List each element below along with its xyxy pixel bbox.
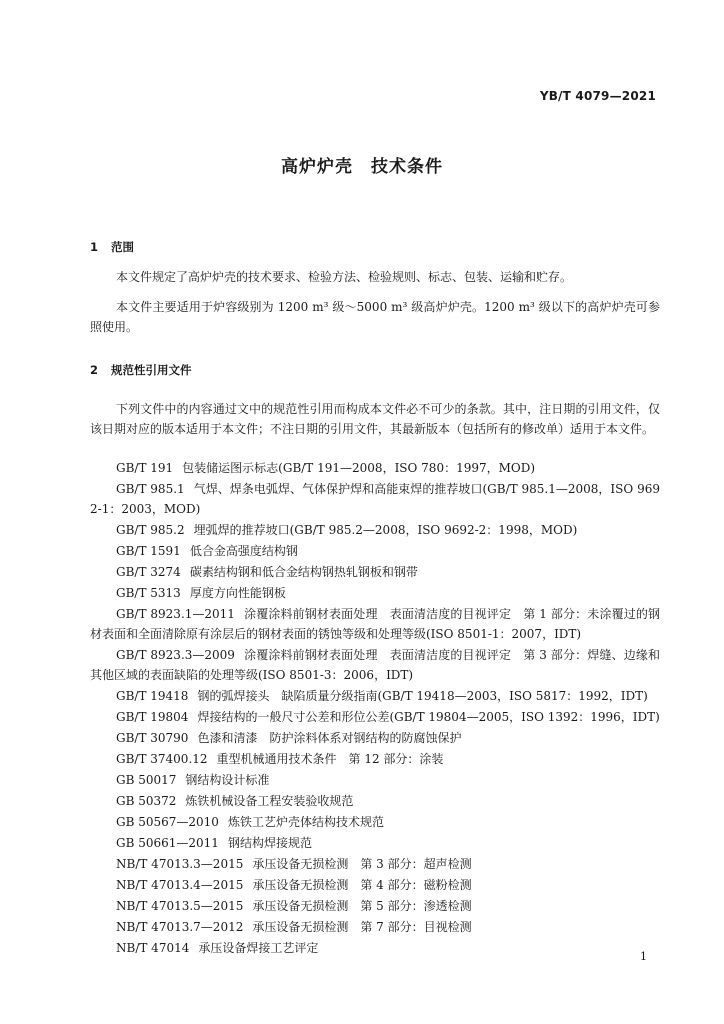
reference-title: 碳素结构钢和低合金结构钢热轧钢板和钢带 <box>189 565 418 579</box>
reference-title: 钢结构焊接规范 <box>227 836 312 850</box>
reference-item <box>90 645 660 685</box>
reference-code: NB/T 47013.5—2015 <box>116 899 244 913</box>
reference-title: 承压设备无损检测 第 4 部分：磁粉检测 <box>252 878 472 892</box>
reference-title: 承压设备无损检测 第 7 部分：目视检测 <box>252 920 472 934</box>
reference-code: GB 50567—2010 <box>116 815 219 829</box>
reference-title: 包装储运图示标志(GB/T 191—2008，ISO 780：1997，MOD) <box>182 461 536 475</box>
reference-code: GB/T 1591 <box>116 544 181 558</box>
reference-title: 涂覆涂料前钢材表面处理 表面清洁度的目视评定 第 3 部分：焊缝、边缘和其他区域的表面缺陷的处理等级(ISO 8501-3：2006，IDT) <box>90 648 660 682</box>
reference-item <box>90 833 660 853</box>
reference-code: GB 50372 <box>116 794 177 808</box>
section-heading-normative-references <box>90 362 192 378</box>
reference-item <box>90 541 660 561</box>
reference-code: GB/T 3274 <box>116 565 181 579</box>
reference-title: 埋弧焊的推荐坡口(GB/T 985.2—2008，ISO 9692-2：1998，MOD) <box>193 523 578 537</box>
page-number: 1 <box>640 950 647 963</box>
reference-item <box>90 791 660 811</box>
reference-title: 炼铁工艺炉壳体结构技术规范 <box>227 815 384 829</box>
standard-code: YB/T 4079—2021 <box>539 89 656 103</box>
reference-list <box>90 458 660 959</box>
section-title: 范围 <box>111 240 134 254</box>
reference-title: 厚度方向性能钢板 <box>189 586 286 600</box>
reference-item <box>90 707 660 727</box>
reference-title: 重型机械通用技术条件 第 12 部分：涂装 <box>216 752 444 766</box>
reference-title: 钢结构设计标准 <box>185 773 270 787</box>
reference-title: 承压设备无损检测 第 3 部分：超声检测 <box>252 857 472 871</box>
section-heading-scope <box>90 239 134 255</box>
reference-title: 承压设备焊接工艺评定 <box>198 941 319 955</box>
reference-item <box>90 479 660 519</box>
reference-item <box>90 896 660 916</box>
reference-item <box>90 875 660 895</box>
reference-code: GB/T 8923.3—2009 <box>116 648 235 662</box>
reference-item <box>90 686 660 706</box>
reference-title: 低合金高强度结构钢 <box>189 544 298 558</box>
reference-title: 焊接结构的一般尺寸公差和形位公差(GB/T 19804—2005，ISO 1392：1996，IDT) <box>197 710 660 724</box>
reference-code: GB/T 8923.1—2011 <box>116 607 235 621</box>
reference-item <box>90 458 660 478</box>
reference-code: GB 50661—2011 <box>116 836 219 850</box>
references-intro-paragraph: 下列文件中的内容通过文中的规范性引用而构成本文件必不可少的条款。其中，注日期的引用文件，仅该日期对应的版本适用于本文件；不注日期的引用文件，其最新版本（包括所有的修改单）适用于本文件。 <box>90 402 660 436</box>
reference-item <box>90 917 660 937</box>
reference-code: NB/T 47014 <box>116 941 190 955</box>
reference-item <box>90 728 660 748</box>
reference-title: 炼铁机械设备工程安装验收规范 <box>185 794 354 808</box>
reference-title: 色漆和清漆 防护涂料体系对钢结构的防腐蚀保护 <box>197 731 462 745</box>
reference-code: GB/T 985.1 <box>116 482 185 496</box>
reference-code: GB/T 191 <box>116 461 174 475</box>
document-title: 高炉炉壳 技术条件 <box>281 157 443 177</box>
reference-code: NB/T 47013.4—2015 <box>116 878 244 892</box>
scope-paragraph: 本文件主要适用于炉容级别为 1200 m³ 级～5000 m³ 级高炉炉壳。1200 m³ 级以下的高炉炉壳可参照使用。 <box>90 300 660 334</box>
reference-item <box>90 520 660 540</box>
reference-item <box>90 562 660 582</box>
reference-code: GB/T 19804 <box>116 710 189 724</box>
reference-code: NB/T 47013.3—2015 <box>116 857 244 871</box>
section-number: 2 <box>90 363 99 377</box>
reference-title: 钢的弧焊接头 缺陷质量分级指南(GB/T 19418—2003，ISO 5817：1992，IDT) <box>197 689 648 703</box>
reference-title: 涂覆涂料前钢材表面处理 表面清洁度的目视评定 第 1 部分：未涂覆过的钢材表面和全面清除原有涂层后的钢材表面的锈蚀等级和处理等级(ISO 8501-1：2007，IDT) <box>90 607 660 641</box>
reference-item <box>90 749 660 769</box>
reference-item <box>90 583 660 603</box>
reference-title: 气焊、焊条电弧焊、气体保护焊和高能束焊的推荐坡口(GB/T 985.1—2008，ISO 9692-1：2003，MOD) <box>90 482 660 516</box>
reference-code: NB/T 47013.7—2012 <box>116 920 244 934</box>
reference-code: GB/T 5313 <box>116 586 181 600</box>
reference-item <box>90 770 660 790</box>
reference-code: GB/T 30790 <box>116 731 189 745</box>
reference-item <box>90 938 660 958</box>
scope-paragraph: 本文件规定了高炉炉壳的技术要求、检验方法、检验规则、标志、包装、运输和贮存。 <box>116 270 573 284</box>
reference-code: GB/T 37400.12 <box>116 752 208 766</box>
reference-item <box>90 604 660 644</box>
reference-code: GB/T 19418 <box>116 689 189 703</box>
reference-code: GB 50017 <box>116 773 177 787</box>
reference-title: 承压设备无损检测 第 5 部分：渗透检测 <box>252 899 472 913</box>
section-number: 1 <box>90 240 99 254</box>
reference-item <box>90 812 660 832</box>
reference-code: GB/T 985.2 <box>116 523 185 537</box>
section-title: 规范性引用文件 <box>111 363 192 377</box>
reference-item <box>90 854 660 874</box>
